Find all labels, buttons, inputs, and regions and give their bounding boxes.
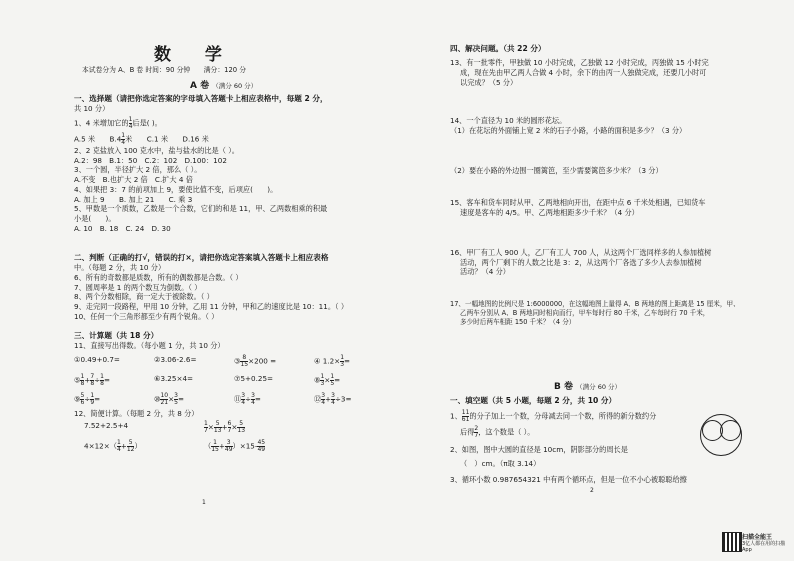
question-15: 15、客车和货车同时从甲、乙两地相向开出，在距中点 6 千米处相遇，已知货车: [450, 198, 706, 207]
calc-row-1: [74, 355, 394, 368]
question-b2: 2、如图，图中大圆的直径是 10cm，阴影部分的周长是: [450, 445, 628, 455]
choice-section: [74, 94, 394, 233]
question-3-options: A.不变 B.也扩大 2 倍 C.扩大 4 倍: [74, 175, 193, 185]
section-heading-cont: 中。（每题 2 分，共 10 分）: [74, 263, 166, 273]
calc-item: ⑨ $\frac{5}{6}$ ÷ $\frac{1}{9}$ =: [74, 391, 101, 406]
question-14-part-2-block: [450, 166, 730, 176]
judge-section: [74, 253, 394, 322]
simplify-row-1: [74, 421, 394, 434]
calc-item: ⑪ $\frac{3}{4}$ ÷ $\frac{3}{4}$ =: [234, 391, 261, 406]
question-14-part-2: （2）要在小路的外边围一圈篱笆，至少需要篱笆多少米？（3 分）: [450, 166, 663, 175]
question-2: 2、2 克盐放入 100 克水中，盐与盐水的比是（ ）。: [74, 145, 239, 155]
section-heading: 四、解决问题。（共 22 分）: [450, 44, 546, 53]
page-two: [450, 0, 740, 561]
question-b3: 3、循环小数 0.987654321 中有两个循环点，但是一位不小心被聪聪给擦: [450, 474, 687, 484]
calc-item: ⑤ $\frac{1}{8}$ + $\frac{7}{8}$ ÷ $\frac{1}{8}$ =: [74, 372, 111, 387]
section-heading: 一、填空题（共 5 小题，每题 2 分，共 10 分）: [450, 396, 617, 405]
calc-item: ⑦5+0.25=: [234, 373, 274, 383]
question-5: 5、甲数是一个质数，乙数是一个合数，它们的和是 11，甲、乙两数相乘的积最: [74, 204, 328, 214]
question-16-cont: 活动，两个厂剩下的人数之比是 3：2，从这两个厂各选了多少人去参加植树: [460, 257, 702, 267]
question-b1-cont: 后得 $\frac{2}{7}$ ，这个数是（ ）。: [460, 425, 535, 440]
question-16-cont: 活动？（4 分）: [460, 267, 510, 277]
simplify-row-2: [74, 440, 394, 453]
question-6: 6、所有的奇数都是质数，所有的偶数都是合数。（ ）: [74, 272, 243, 282]
section-heading: 三、计算题（共 18 分）: [74, 331, 159, 340]
question-3: 3、一个圆，半径扩大 2 倍，那么（ ）。: [74, 165, 202, 175]
question-17-cont: 多少时后两车相距 150 千米？（4 分）: [460, 317, 576, 326]
question-15-block: [450, 198, 730, 217]
question-17-cont: 乙两车分别从 A、B 两地同时相向而行，甲车每时行 80 千米，乙车每时行 70 千米，: [460, 308, 710, 317]
qr-code-icon: [722, 532, 742, 552]
calc-item: ①0.49+0.7=: [74, 354, 120, 364]
question-4: 4、如果把 3：7 的前项加上 9，要使比值不变，后项应( )。: [74, 184, 278, 194]
fraction: $\frac{1}{4}$: [121, 131, 126, 146]
simplify-item: （ $\frac{1}{15}$ + $\frac{3}{49}$ ）×15- $\frac{45}{49}$: [204, 438, 266, 453]
question-15-cont: 速度是客车的 4/5。甲、乙两地相距多少千米？（4 分）: [460, 207, 639, 217]
calc-item: ⑧ $\frac{1}{3}$ × $\frac{1}{5}$ =: [314, 372, 341, 387]
question-17: 17、一幅地图的比例尺是 1:6000000，在这幅地图上量得 A、B 两地的图上距离是 15 厘米，甲、: [450, 300, 740, 308]
question-b2-cont: （ ）cm。（π取 3.14）: [460, 458, 541, 468]
calc-row-3: [74, 393, 394, 406]
section-heading: 二、判断（正确的打√，错误的打×，请把你选定答案填入答题卡上相应表格: [74, 253, 329, 262]
section-b-title: B 卷 （满分 60 分）: [554, 382, 622, 392]
question-13-cont: 成，现在先由甲乙两人合做 4 小时，余下的由丙一人独做完成，还要几小时可: [460, 67, 707, 77]
exam-meta: 本试卷分为 A、B 卷 时间：90 分钟 满分：120 分: [82, 66, 247, 74]
question-7: 7、圆周率是 1 的两个数互为倒数。（ ）: [74, 282, 202, 292]
question-14-part-1: （1）在花坛的外面铺上宽 2 米的石子小路，小路的面积是多少？（3 分）: [450, 125, 687, 135]
section-heading-cont: 共 10 分）: [74, 104, 110, 114]
calc-item: ⑥3.25×4=: [154, 373, 194, 383]
calc-item: ③ $\frac{8}{15}$ ×200 =: [234, 353, 277, 368]
question-16-block: [450, 248, 730, 277]
question-13-cont: 以完成？（5 分）: [460, 77, 518, 87]
question-16: 16、甲厂有工人 900 人，乙厂有工人 700 人，从这两个厂选同样多的人参加植树: [450, 248, 712, 257]
fraction: $\frac{1}{4}$: [128, 115, 133, 130]
section-heading: 一、选择题（请把你选定答案的字母填入答题卡上相应表格中，每题 2 分，: [74, 94, 328, 103]
question-4-options: A. 加上 9 B. 加上 21 C. 乘 3: [74, 194, 193, 204]
question-1-options: A.5 米 B.4 $\frac{1}{4}$ 米 C.1 米 D.16 米: [74, 131, 209, 146]
small-circle-right: [720, 420, 741, 441]
question-11: 11、直接写出得数。（每小题 1 分，共 10 分）: [74, 341, 225, 351]
calc-item: ⑩ $\frac{10}{21}$ × $\frac{3}{5}$ =: [154, 391, 184, 406]
question-17-block: [450, 300, 740, 327]
calc-row-2: [74, 374, 394, 387]
exam-title: 数 学: [154, 45, 236, 65]
question-1: 1、4 米增加它的 $\frac{1}{4}$ 后是( )。: [74, 115, 162, 130]
page-number: 1: [202, 499, 206, 506]
question-8: 8、两个分数相除，商一定大于被除数。（ ）: [74, 292, 214, 302]
page-number: 2: [590, 487, 594, 494]
page-one: [74, 0, 394, 561]
question-5-cont: 小是( )。: [74, 214, 116, 223]
question-5-options: A. 10 B. 18 C. 24 D. 30: [74, 223, 171, 233]
calc-item: ②3.06-2.6=: [154, 354, 197, 364]
question-2-options: A.2：98 B.1：50 C.2：102 D.100：102: [74, 155, 227, 165]
calc-section: [74, 331, 394, 453]
question-9: 9、走完同一段路程，甲用 10 分钟，乙用 11 分钟，甲和乙的速度比是 10：11。（ ）: [74, 302, 349, 312]
question-10: 10、任何一个三角形都至少有两个锐角。（ ）: [74, 311, 219, 321]
scanner-watermark: 扫描全能王 3亿人都在用的扫描App: [742, 534, 786, 554]
fill-section: [450, 396, 730, 484]
calc-item: ⑫ $\frac{3}{4}$ + $\frac{3}{4}$ ÷3=: [314, 391, 352, 406]
question-b1: 1、 $\frac{11}{61}$ 的分子加上一个数，分母减去同一个数，所得的新分数约分: [450, 409, 657, 424]
question-12: 12、简便计算。（每题 2 分，共 8 分）: [74, 408, 199, 418]
section-a-title: A 卷 （满分 60 分）: [190, 81, 258, 91]
question-13: 13、有一批零件，甲独做 10 小时完成，乙独做 12 小时完成，丙独做 15 小时完: [450, 58, 709, 68]
calc-item: ④ 1.2× $\frac{1}{3}$ =: [314, 353, 351, 368]
simplify-item: 4×12×（ $\frac{1}{4}$ + $\frac{5}{12}$ ）: [84, 438, 142, 453]
question-14-block: [450, 116, 730, 135]
simplify-item: 7.52+2.5+4: [84, 420, 129, 430]
question-14: 14、一个直径为 10 米的圆形花坛。: [450, 116, 567, 125]
problem-section: [450, 44, 730, 87]
simplify-item: $\frac{1}{7}$ × $\frac{5}{13}$ + $\frac{6}{7}$ × $\frac{5}{13}$: [204, 419, 246, 434]
